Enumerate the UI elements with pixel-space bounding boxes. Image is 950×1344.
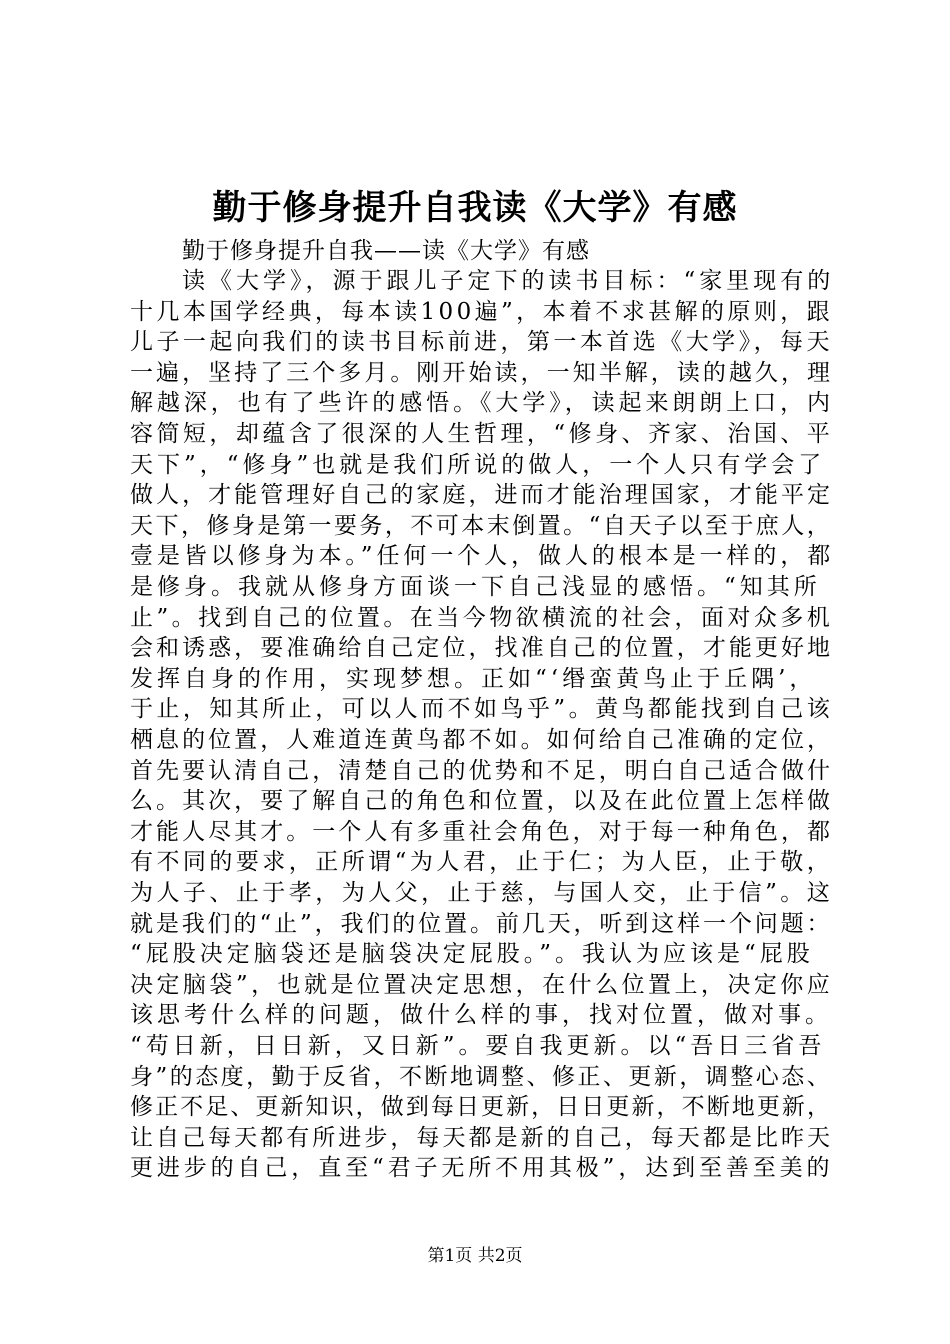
body-line: 修正不足、更新知识，做到每日更新，日日更新，不断地更新， (130, 1094, 833, 1121)
body-line: 于止，知其所止，可以人而不如鸟乎”。黄鸟都能找到自己该 (130, 696, 834, 723)
body-line: 十几本国学经典，每本读100遍”，本着不求甚解的原则，跟 (130, 298, 834, 325)
body-line: “屁股决定脑袋还是脑袋决定屁股。”。我认为应该是“屁股 (130, 941, 814, 968)
body-line: 壹是皆以修身为本。”任何一个人，做人的根本是一样的，都 (130, 543, 835, 570)
body-line: 才能人尽其才。一个人有多重社会角色，对于每一种角色，都 (130, 818, 834, 845)
body-line: 天下，修身是第一要务，不可本末倒置。“自天子以至于庶人， (130, 512, 833, 539)
body-line: 一遍，坚持了三个多月。刚开始读，一知半解，读的越久，理 (130, 359, 834, 386)
body-line: 更进步的自己，直至“君子无所不用其极”，达到至善至美的 (130, 1155, 834, 1182)
body-line: 首先要认清自己，清楚自己的优势和不足，明白自己适合做什 (130, 757, 834, 784)
body-line: 是修身。我就从修身方面谈一下自己浅显的感悟。“知其所 (130, 574, 821, 600)
body-line: 该思考什么样的问题，做什么样的事，找对位置，做对事。 (130, 1002, 832, 1029)
body-line: 止”。找到自己的位置。在当今物欲横流的社会，面对众多机 (130, 604, 834, 631)
document-title: 勤于修身提升自我读《大学》有感 (212, 188, 738, 228)
body-line: 读《大学》，源于跟儿子定下的读书目标：“家里现有的 (182, 268, 835, 294)
body-line: “苟日新，日日新，又日新”。要自我更新。以“吾日三省吾 (130, 1033, 826, 1059)
body-line: 么。其次，要了解自己的角色和位置，以及在此位置上怎样做 (130, 788, 834, 815)
body-line: 容简短，却蕴含了很深的人生哲理，“修身、齐家、治国、平 (130, 421, 834, 447)
body-line: 为人子、止于孝，为人父，止于慈，与国人交，止于信”。这 (130, 880, 834, 906)
body-line: 有不同的要求，正所谓“为人君，止于仁；为人臣，止于敬， (130, 849, 834, 876)
page-number-footer: 第1页 共2页 (427, 1246, 523, 1266)
body-line: 解越深，也有了些许的感悟。《大学》，读起来朗朗上口，内 (130, 390, 834, 417)
body-line: 儿子一起向我们的读书目标前进，第一本首选《大学》，每天 (130, 329, 833, 356)
body-line: 决定脑袋”，也就是位置决定思想，在什么位置上，决定你应 (130, 971, 834, 998)
body-line: 栖息的位置，人难道连黄鸟都不如。如何给自己准确的定位， (130, 727, 834, 753)
body-line: 天下”，“修身”也就是我们所说的做人，一个人只有学会了 (130, 451, 826, 478)
body-line: 会和诱惑，要准确给自己定位，找准自己的位置，才能更好地 (130, 635, 834, 662)
body-line: 发挥自身的作用，实现梦想。正如“‘缗蛮黄鸟止于丘隅’， (130, 665, 817, 692)
body-line: 就是我们的“止”，我们的位置。前几天，听到这样一个问题： (130, 910, 833, 937)
body-line: 做人，才能管理好自己的家庭，进而才能治理国家，才能平定 (130, 482, 834, 509)
body-line: 身”的态度，勤于反省，不断地调整、修正、更新，调整心态、 (130, 1063, 833, 1090)
body-line: 让自己每天都有所进步，每天都是新的自己，每天都是比昨天 (130, 1124, 834, 1151)
document-subtitle: 勤于修身提升自我——读《大学》有感 (182, 238, 590, 264)
